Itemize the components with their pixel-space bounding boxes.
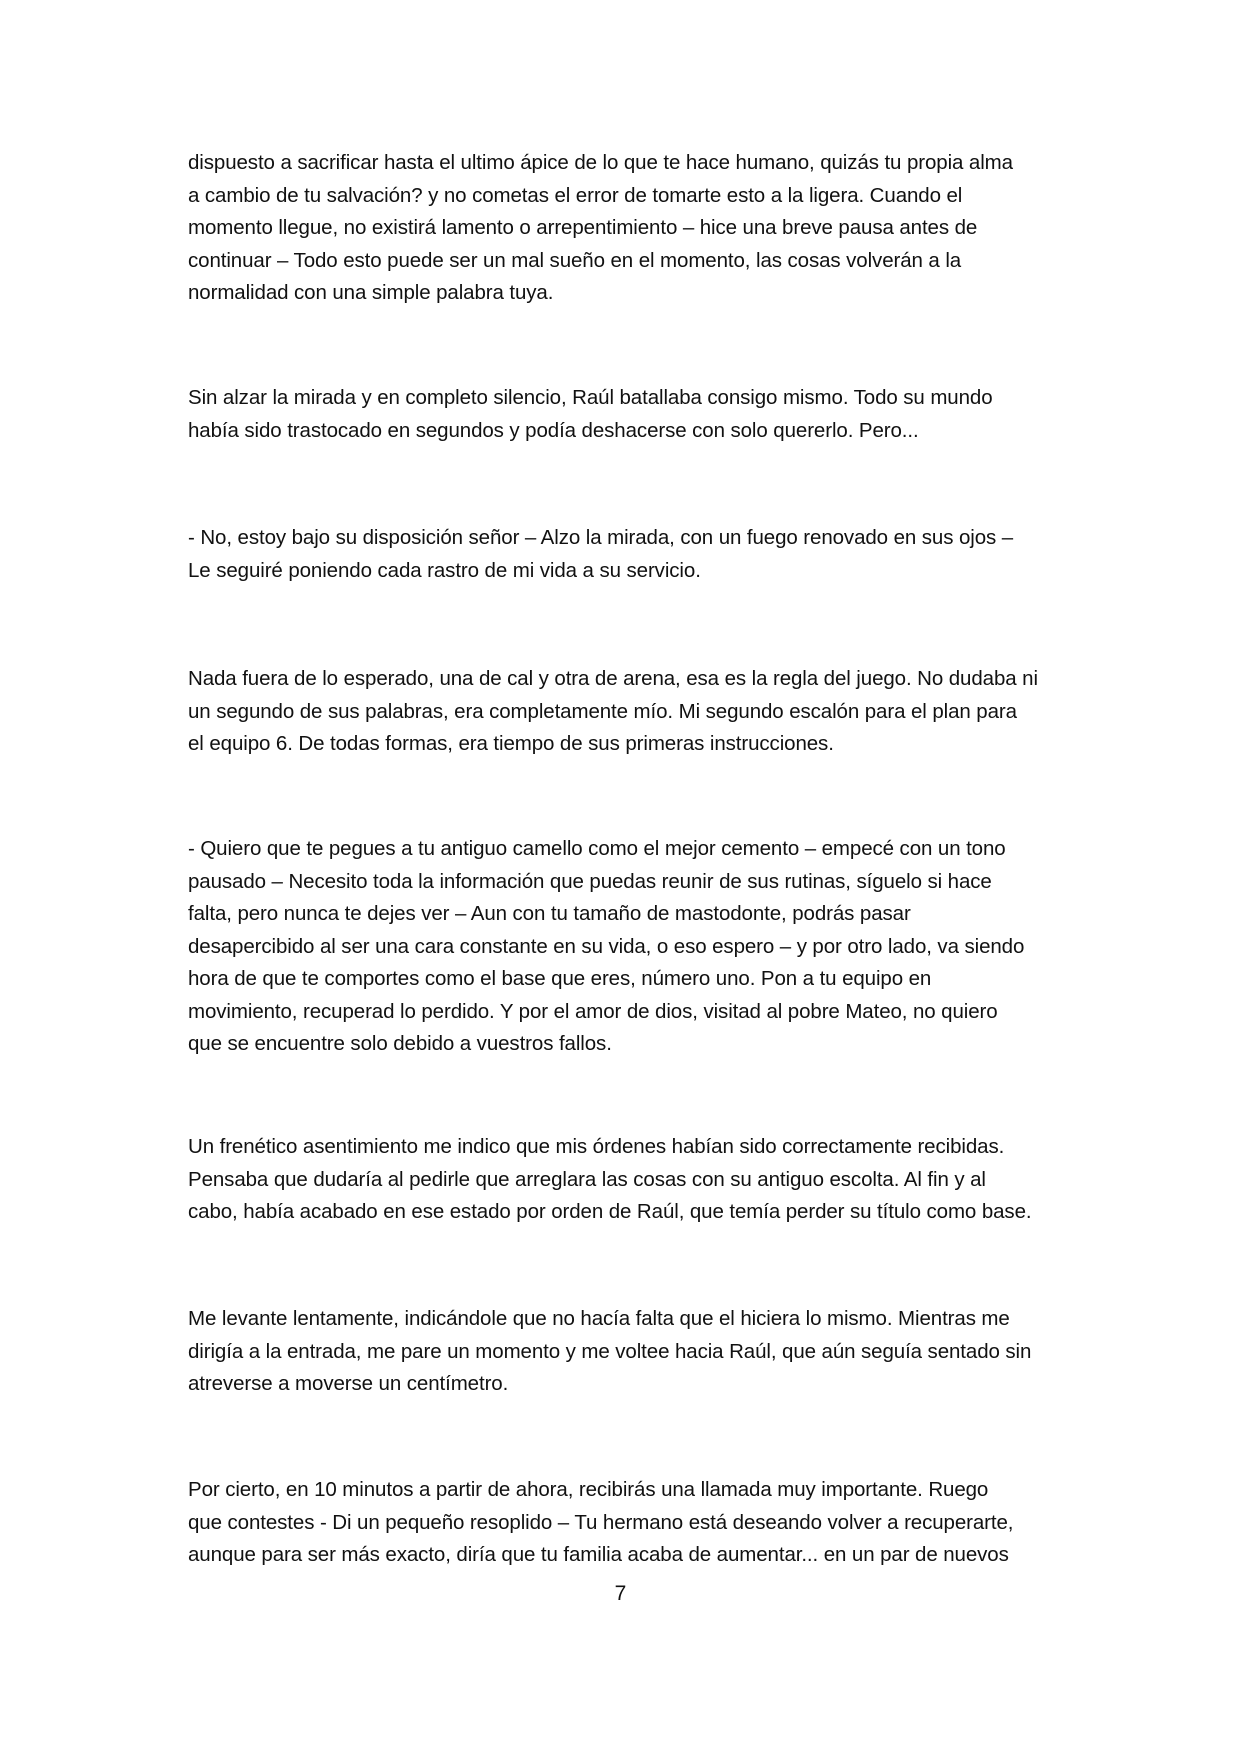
paragraph-4 [188, 663, 1068, 761]
text-line: Le seguiré poniendo cada rastro de mi vida a su servicio. [188, 558, 701, 582]
paragraph-8 [188, 1474, 1068, 1572]
paragraph-5 [188, 833, 1068, 1061]
text-line: desapercibido al ser una cara constante en su vida, o eso espero – y por otro lado, va siendo [188, 934, 1025, 958]
text-line: Sin alzar la mirada y en completo silencio, Raúl batallaba consigo mismo. Todo su mundo [188, 386, 993, 409]
text-line: cabo, había acabado en ese estado por orden de Raúl, que temía perder su título como base. [188, 1200, 1032, 1223]
text-line: falta, pero nunca te dejes ver – Aun con tu tamaño de mastodonte, podrás pasar [188, 902, 911, 925]
text-line: - No, estoy bajo su disposición señor – Alzo la mirada, con un fuego renovado en sus ojos – [188, 526, 1014, 549]
text-line: Nada fuera de lo esperado, una de cal y otra de arena, esa es la regla del juego. No dudaba ni [188, 667, 1038, 690]
text-line: momento llegue, no existirá lamento o arrepentimiento – hice una breve pausa antes de [188, 216, 978, 239]
paragraph-7 [188, 1303, 1068, 1401]
text-line: a cambio de tu salvación? y no cometas el error de tomarte esto a la ligera. Cuando el [188, 183, 963, 207]
text-line: - Quiero que te pegues a tu antiguo camello como el mejor cemento – empecé con un tono [188, 837, 1006, 860]
text-line: un segundo de sus palabras, era completamente mío. Mi segundo escalón para el plan para [188, 699, 1017, 723]
paragraph-1 [188, 147, 1068, 310]
text-line: aunque para ser más exacto, diría que tu familia acaba de aumentar... en un par de nuevos [188, 1543, 1009, 1566]
text-line: Por cierto, en 10 minutos a partir de ahora, recibirás una llamada muy importante. Ruego [188, 1478, 989, 1501]
paragraph-3 [188, 522, 1068, 587]
text-line: Un frenético asentimiento me indico que mis órdenes habían sido correctamente recibidas. [188, 1135, 1005, 1158]
text-line: continuar – Todo esto puede ser un mal sueño en el momento, las cosas volverán a la [188, 248, 962, 272]
paragraph-6 [188, 1131, 1068, 1229]
text-line: hora de que te comportes como el base que eres, número uno. Pon a tu equipo en [188, 967, 932, 990]
text-line: normalidad con una simple palabra tuya. [188, 281, 554, 304]
text-line: el equipo 6. De todas formas, era tiempo de sus primeras instrucciones. [188, 732, 834, 755]
page-number: 7 [614, 1582, 627, 1605]
text-line: movimiento, recuperad lo perdido. Y por el amor de dios, visitad al pobre Mateo, no quiero [188, 999, 998, 1023]
paragraph-2 [188, 382, 1068, 447]
text-line: había sido trastocado en segundos y podía deshacerse con solo quererlo. Pero... [188, 418, 919, 442]
text-line: atreverse a moverse un centímetro. [188, 1372, 509, 1395]
text-line: Me levante lentamente, indicándole que no hacía falta que el hiciera lo mismo. Mientras me [188, 1307, 1010, 1330]
text-line: que contestes - Di un pequeño resoplido – Tu hermano está deseando volver a recuperarte, [188, 1510, 1014, 1534]
text-line: que se encuentre solo debido a vuestros fallos. [188, 1032, 612, 1055]
text-line: dirigía a la entrada, me pare un momento y me voltee hacia Raúl, que aún seguía sentado sin [188, 1339, 1032, 1363]
text-line: Pensaba que dudaría al pedirle que arreglara las cosas con su antiguo escolta. Al fin y al [188, 1167, 986, 1191]
text-line: dispuesto a sacrificar hasta el ultimo ápice de lo que te hace humano, quizás tu propia alma [188, 151, 1013, 174]
text-line: pausado – Necesito toda la información que puedas reunir de sus rutinas, síguelo si hace [188, 869, 992, 893]
